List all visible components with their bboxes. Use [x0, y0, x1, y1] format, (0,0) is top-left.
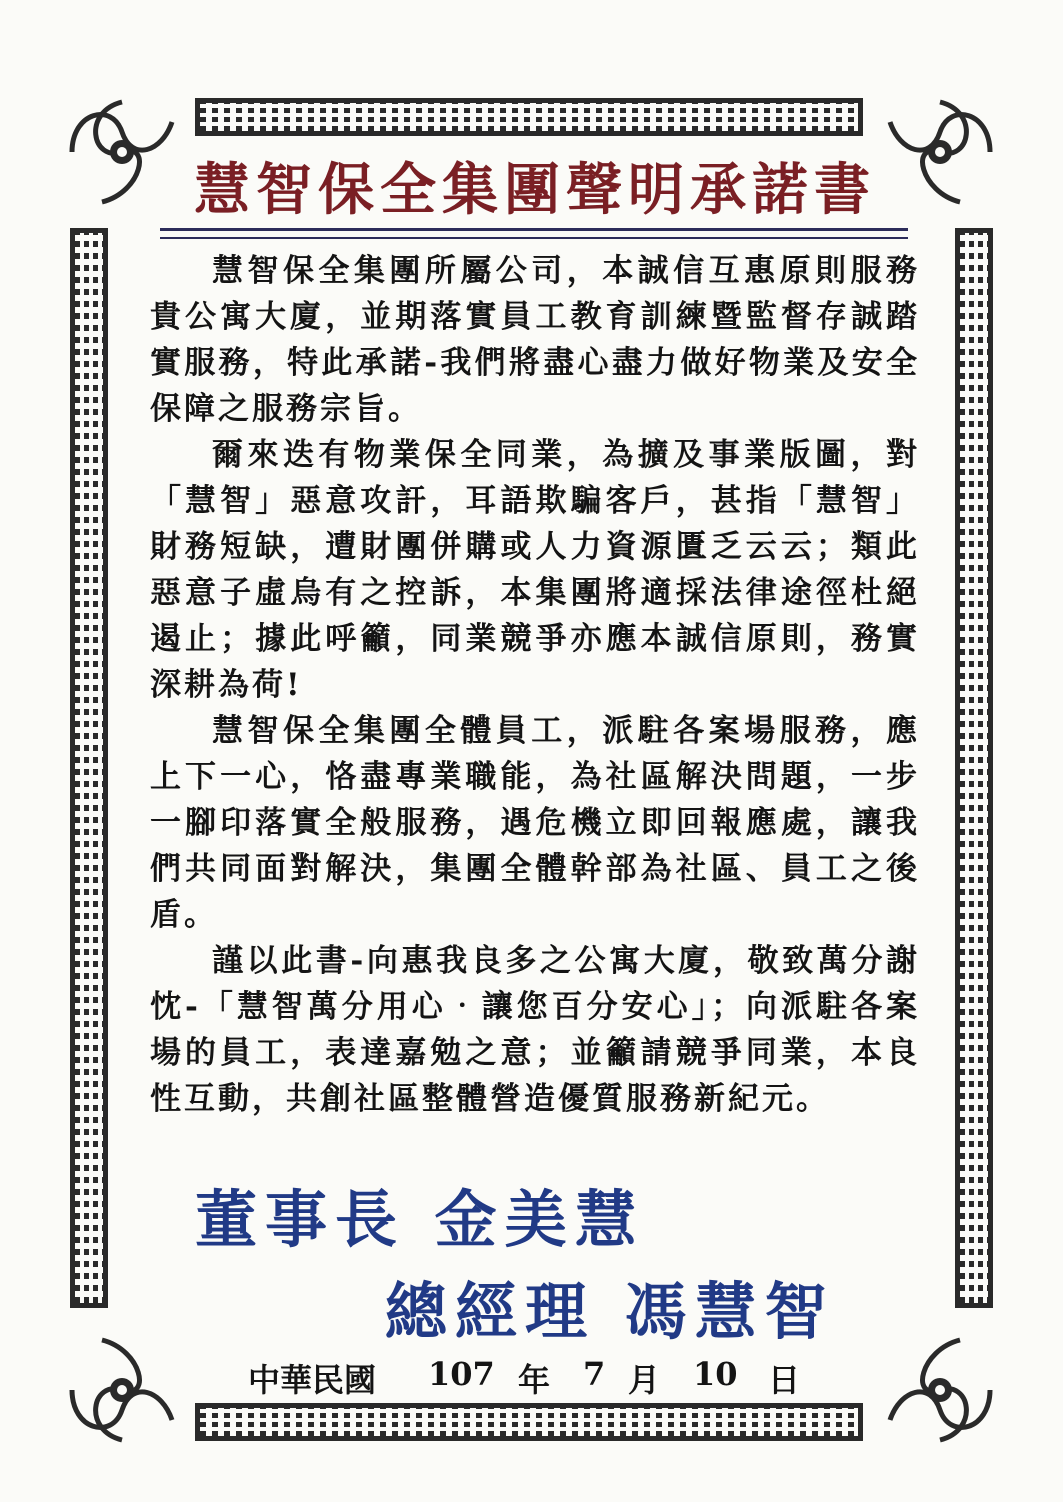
paragraph-1: 慧智保全集團所屬公司，本誠信互惠原則服務 貴公寓大廈，並期落實員工教育訓練暨監督存誠踏實服務，特此承諾-我們將盡心盡力做好物業及安全保障之服務宗旨。 — [150, 253, 920, 427]
paragraph-4: 謹以此書-向惠我良多之公寓大廈，敬致萬分謝忱-「慧智萬分用心‧讓您百分安心」；向派駐各案場的員工，表達嘉勉之意；並籲請競爭同業，本良性互動，共創社區整體營造優質服務新紀元。 — [150, 943, 920, 1117]
paragraph-2: 爾來迭有物業保全同業，為擴及事業版圖，對「慧智」惡意攻訐，耳語欺騙客戶，甚指「慧智」財務短缺，遭財團併購或人力資源匱乏云云；類此惡意子虛烏有之控訴，本集團將適採法律途徑杜絕遏止；據此呼籲，同業競爭亦應本誠信原則，務實深耕為荷! — [150, 437, 920, 703]
date-year-unit: 年 — [518, 1361, 551, 1399]
title-underline — [160, 228, 908, 239]
bottom-key-border — [195, 1403, 863, 1441]
date-year: 107 — [428, 1355, 495, 1393]
statement-body — [150, 248, 920, 1122]
date-day: 10 — [693, 1355, 738, 1393]
corner-ornament-icon — [62, 1330, 182, 1450]
top-key-border — [195, 98, 863, 136]
document-title: 慧智保全集團聲明承諾書 — [194, 157, 876, 223]
paragraph-3: 慧智保全集團全體員工，派駐各案場服務，應上下一心，恪盡專業職能，為社區解決問題，一步一腳印落實全般服務，遇危機立即回報應處，讓我們共同面對解決，集團全體幹部為社區、員工之後盾。 — [150, 713, 920, 933]
chairman-signature: 董事長 金美慧 — [195, 1183, 645, 1256]
date-month-unit: 月 — [628, 1361, 661, 1399]
issue-date — [248, 1355, 828, 1401]
date-era: 中華民國 — [248, 1361, 377, 1399]
date-day-unit: 日 — [768, 1361, 801, 1399]
date-month: 7 — [583, 1355, 606, 1393]
general-manager-signature: 總經理 馮慧智 — [385, 1275, 835, 1348]
left-key-border — [70, 228, 108, 1308]
right-key-border — [955, 228, 993, 1308]
corner-ornament-icon — [880, 1330, 1000, 1450]
